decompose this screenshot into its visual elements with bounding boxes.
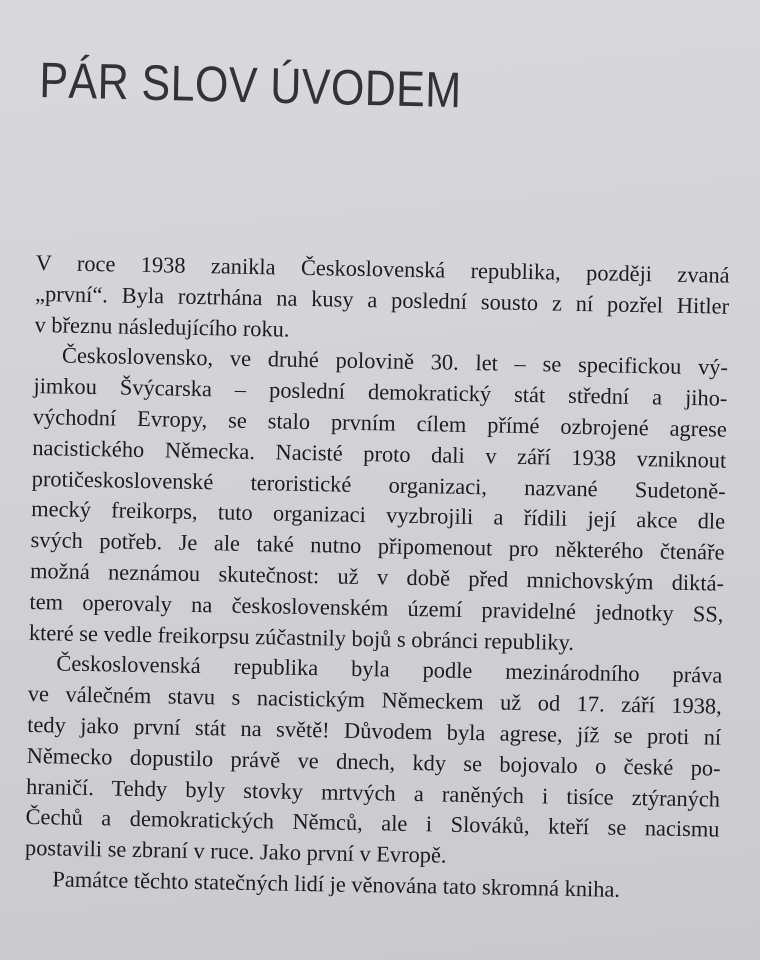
text-line: protičeskoslovenské teroristické organizaci, nazvané Sudetoně- bbox=[31, 465, 726, 504]
chapter-title: PÁR SLOV ÚVODEM bbox=[38, 51, 463, 119]
text-line: Československá republika byla podle mezinárodního práva bbox=[56, 650, 723, 689]
text-line: tem operovaly na československém území pravidelné jednotky SS, bbox=[29, 588, 724, 627]
text-line: mecký freikorps, tuto organizaci vyzbrojili a řídili její akce dle bbox=[30, 496, 726, 535]
text-line: ve válečném stavu s nacistickým Německem už od 17. září 1938, bbox=[27, 681, 722, 719]
text-line: „první“. Byla roztrhána na kusy a poslední sousto z ní pozřel Hitler bbox=[34, 280, 730, 319]
text-line: V roce 1938 zanikla Československá republika, později zvaná bbox=[35, 249, 730, 288]
text-line: jimkou Švýcarska – poslední demokratický stát střední a jiho- bbox=[33, 373, 728, 411]
text-line: možná neznámou skutečnost: už v době před mnichovským diktá- bbox=[29, 557, 725, 596]
text-line: tedy jako první stát na světě! Důvodem byla agrese, jíž se proti ní bbox=[27, 711, 722, 750]
text-line: které se vedle freikorpsu zúčastnily bojů s obránci republiky. bbox=[28, 619, 575, 655]
text-line: Památce těchto statečných lidí je věnována tato skromná kniha. bbox=[52, 866, 621, 902]
text-line: Čechů a demokratických Němců, ale i Slováků, kteří se nacismu bbox=[25, 804, 720, 842]
text-line: v březnu následujícího roku. bbox=[34, 311, 290, 342]
body-text bbox=[24, 248, 730, 907]
text-line: postavili se zbraní v ruce. Jako první v Evropě. bbox=[24, 835, 447, 868]
text-line: Německo dopustilo právě ve dnech, kdy se bojovalo o české po- bbox=[26, 742, 721, 781]
text-line: východní Evropy, se stalo prvním cílem přímé ozbrojené agrese bbox=[32, 403, 728, 442]
text-line: hraničí. Tehdy byly stovky mrtvých a raněných i tisíce ztýraných bbox=[25, 773, 721, 812]
text-line: svých potřeb. Je ale také nutno připomenout pro některého čtenáře bbox=[30, 527, 725, 565]
text-line: Československo, ve druhé polovině 30. let – se specifickou vý- bbox=[61, 342, 729, 381]
text-line: nacistického Německa. Nacisté proto dali v září 1938 vzniknout bbox=[32, 434, 727, 473]
